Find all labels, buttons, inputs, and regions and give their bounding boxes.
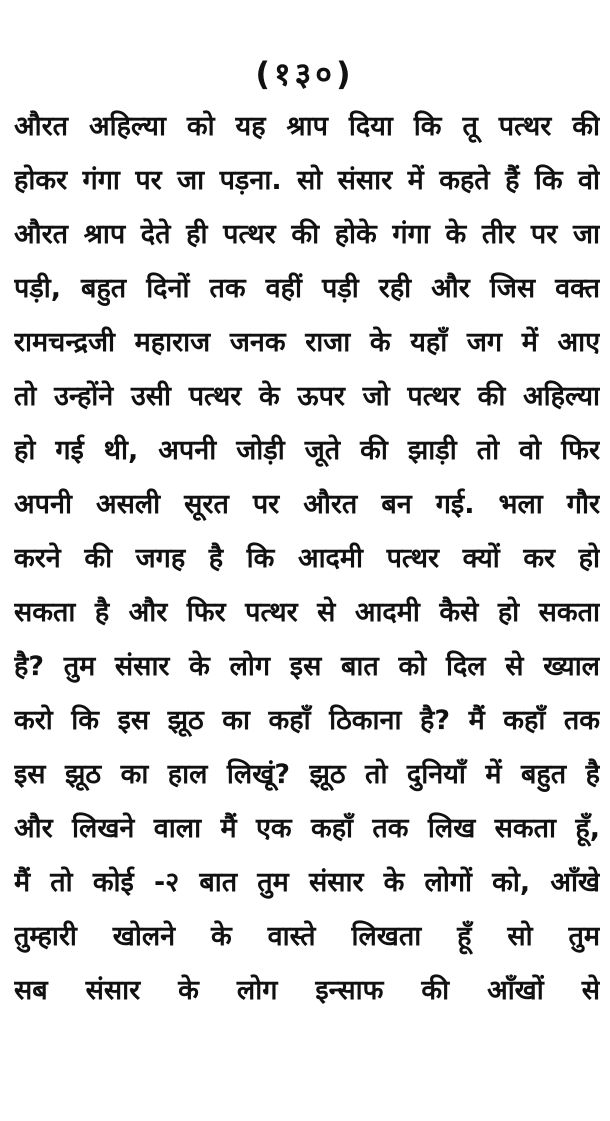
text-line: करने की जगह है कि आदमी पत्थर क्यों कर हो (14, 543, 600, 574)
text-line: औरत अहिल्या को यह श्राप दिया कि तू पत्थर की (14, 111, 600, 142)
text-line: औरत श्राप देते ही पत्थर की होके गंगा के तीर पर जा (14, 219, 600, 250)
text-line: अपनी असली सूरत पर औरत बन गई. भला गौर (14, 489, 600, 520)
body-text (14, 100, 600, 1018)
text-line: और लिखने वाला मैं एक कहाँ तक लिख सकता हूँ, (14, 813, 600, 844)
text-line: तो उन्होंने उसी पत्थर के ऊपर जो पत्थर की अहिल्या (14, 381, 600, 412)
text-line: सकता है और फिर पत्थर से आदमी कैसे हो सकता (14, 597, 600, 628)
text-line: करो कि इस झूठ का कहाँ ठिकाना है? मैं कहाँ तक (14, 705, 600, 736)
page-number: (१३०) (255, 55, 355, 93)
text-line: तुम्हारी खोलने के वास्ते लिखता हूँ सो तुम (14, 921, 600, 952)
text-line: होकर गंगा पर जा पड़ना. सो संसार में कहते हैं कि वो (14, 165, 600, 196)
text-line: इस झूठ का हाल लिखूं? झूठ तो दुनियाँ में बहुत है (14, 759, 600, 790)
text-line: सब संसार के लोग इन्साफ की आँखों से (14, 975, 600, 1006)
text-line: हो गई थी, अपनी जोड़ी जूते की झाड़ी तो वो फिर (14, 435, 600, 466)
text-line: रामचन्द्रजी महाराज जनक राजा के यहाँ जग में आए (14, 327, 600, 358)
text-line: है? तुम संसार के लोग इस बात को दिल से ख्याल (14, 651, 600, 682)
text-line: मैं तो कोई -२ बात तुम संसार के लोगों को, आँखे (14, 867, 600, 898)
text-line: पड़ी, बहुत दिनों तक वहीं पड़ी रही और जिस वक्त (14, 273, 600, 304)
